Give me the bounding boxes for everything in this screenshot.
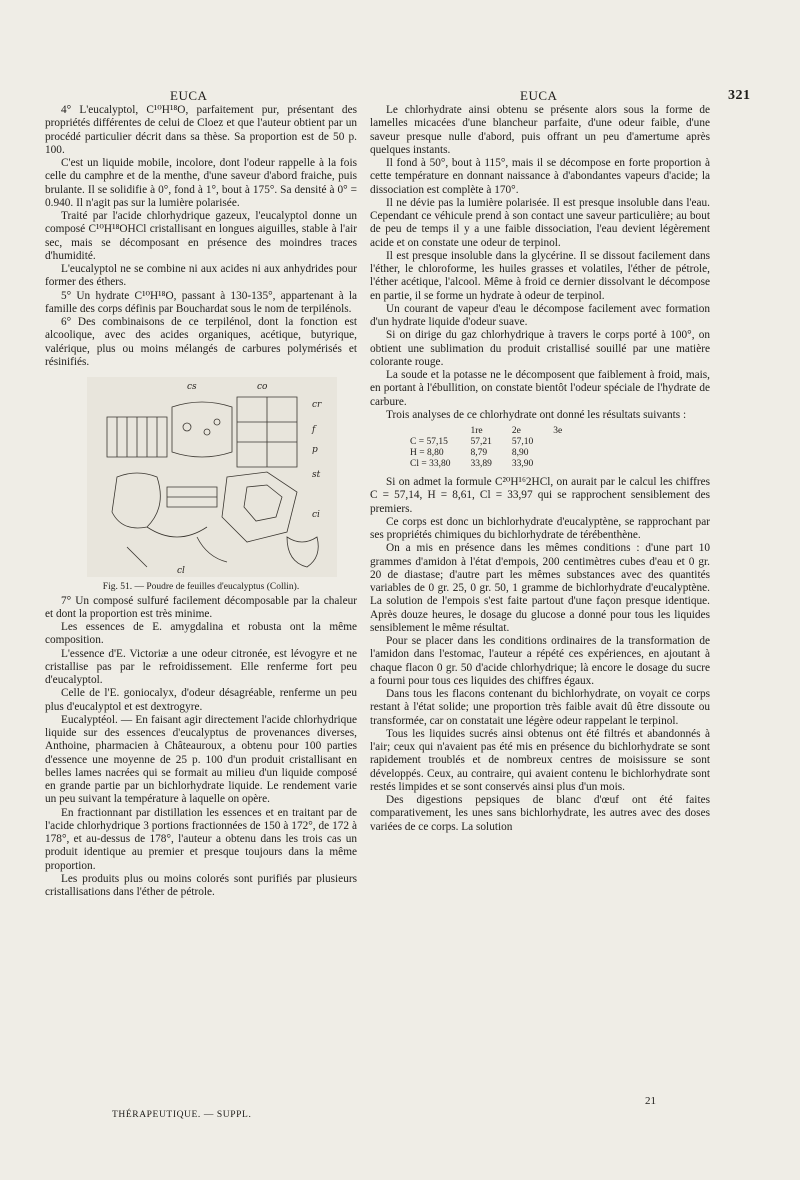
paragraph: Il est presque insoluble dans la glycérine. Il se dissout facilement dans l'éther, le chloroforme, les huiles grasses et volatiles, l'éther de pétrole, l'éther acétique, l'alcool. Même à froid ce dernier dissolvant le décompose en partie, il se forme un hydrate à odeur de terpinol. — [370, 249, 710, 302]
left-column — [45, 104, 357, 899]
right-column — [370, 104, 710, 834]
analyses-header-cell: 3e — [553, 426, 563, 436]
analyses-cell: Cl = 33,80 — [410, 459, 451, 469]
figure-label: ci — [312, 510, 320, 520]
analyses-cell: 8,90 — [511, 448, 529, 458]
paragraph: Des digestions pepsiques de blanc d'œuf ont été faites comparativement, les unes sans bichlorhydrate, les autres avec des doses variées de ce corps. La solution — [370, 794, 710, 833]
figure-label: cr — [312, 400, 322, 410]
paragraph: L'essence d'E. Victoriæ a une odeur citronée, est lévogyre et ne cristallise pas par le refroidissement. Elle renferme fort peu d'eucalyptol. — [45, 647, 357, 686]
running-head-center: EUCA — [520, 88, 558, 103]
paragraph: Si on dirige du gaz chlorhydrique à travers le corps porté à 100°, on obtient une sublimation du produit cristallisé souillé par une matière colorante rouge. — [370, 329, 710, 368]
paragraph: Les essences de E. amygdalina et robusta ont la même composition. — [45, 621, 357, 647]
analyses-header-row — [410, 426, 582, 437]
paragraph: Trois analyses de ce chlorhydrate ont donné les résultats suivants : — [386, 408, 687, 421]
figure-label: cl — [177, 566, 185, 576]
analyses-cell: 33,89 — [470, 459, 492, 469]
paragraph: L'eucalyptol ne se combine ni aux acides ni aux anhydrides pour former des éthers. — [45, 263, 357, 289]
paragraph: Le chlorhydrate ainsi obtenu se présente alors sous la forme de lamelles micacées d'une blancheur parfaite, d'une odeur faible, d'une saveur presque nulle d'abord, puis offrant un peu d'amertume après quelques instants. — [370, 104, 710, 156]
paragraph: Un courant de vapeur d'eau le décompose facilement avec formation d'un hydrate liquide d'odeur suave. — [370, 302, 710, 328]
analyses-header-cell: 1re — [470, 426, 483, 436]
paragraph: 6° Des combinaisons de ce terpilénol, dont la fonction est alcoolique, avec des acides organiques, acétique, butyrique, valérique, plus ou moins mélangés de carbures polymérisés et résinifiés. — [45, 316, 357, 368]
analyses-body — [410, 437, 582, 470]
right-paragraphs — [370, 104, 710, 422]
paragraph: Pour se placer dans les conditions ordinaires de la transformation de l'amidon dans l'estomac, l'auteur a répété ces expériences, en ajoutant à chaque flacon 0 gr. 50 d'acide chlorhydrique; là encore le dosage du sucre a fourni pour tous ces liquides des chiffres égaux. — [370, 635, 710, 687]
figure-caption: Fig. 51. — Poudre de feuilles d'eucalyptus (Collin). — [102, 582, 300, 593]
left-paragraphs-after — [45, 595, 357, 900]
figure-label: f — [312, 425, 316, 435]
figure-label: p — [312, 445, 318, 455]
paragraph: En fractionnant par distillation les essences et en traitant par de l'acide chlorhydrique 3 portions fractionnées de 150 à 172°, de 172 à 178°, et au-dessus de 178°, l'auteur a obtenu dans les trois cas un produit identique au premier et presque toujours dans la même proportion. — [45, 806, 357, 872]
paragraph: On a mis en présence dans les mêmes conditions : d'une part 10 grammes d'amidon à l'état d'empois, 200 centimètres cubes d'eau et 0 gr. 20 de diastase; d'autre part les mêmes substances avec des quantités variables de 0 gr. 25, 0 gr. 50, 1 gramme de bichlorhydrate d'eucalyptène. La solution de l'empois s'est faite partout d'une façon presque identique. Après douze heures, le dosage du glucose a donné pour tous les liquides sensiblement le même résultat. — [370, 542, 710, 634]
paragraph: Eucalyptéol. — En faisant agir directement l'acide chlorhydrique liquide sur des essences d'eucalyptus de provenances diverses, Anthoine, pharmacien à Châteauroux, a obtenu pour 100 parties d'essence une moyenne de 25 p. 100 d'un produit cristallisant en belles lames nacrées qui se formait au milieu d'un liquide composé en grande partie par un bichlorhydrate liquide. Le rendement varie un peu suivant la température à laquelle on opère. — [45, 713, 357, 806]
paragraph: Traité par l'acide chlorhydrique gazeux, l'eucalyptol donne un composé C¹⁰H¹⁸OHCl cristallisant en longues aiguilles, stable à l'air sec, mais se décomposant en présence des moindres traces d'humidité. — [45, 210, 357, 262]
analyses-header-cell — [410, 426, 470, 437]
paragraph: Ce corps est donc un bichlorhydrate d'eucalyptène, se rapprochant par ses propriétés chimiques du bichlorhydrate de térébenthène. — [370, 515, 710, 541]
figure-leaf-powder — [87, 377, 337, 577]
paragraph: 4° L'eucalyptol, C¹⁰H¹⁸O, parfaitement pur, présentant des propriétés différentes de celui de Cloez et que l'auteur obtient par un procédé particulier décrit dans sa thèse. Sa proportion est de 50 p. 100. — [45, 104, 357, 156]
paragraph: Il fond à 50°, bout à 115°, mais il se décompose en forte proportion à cette température en donnant naissance à d'abondantes vapeurs d'acide; la dissociation est complète à 170°. — [370, 157, 710, 196]
analyses-cell: 8,79 — [470, 448, 488, 458]
paragraph: Dans tous les flacons contenant du bichlorhydrate, on voyait ce corps restant à l'état solide; une proportion très faible avait dû être dissoute ou transformée, car on constatait une légère odeur rappelant le terpinol. — [370, 688, 710, 727]
analyses-row — [410, 459, 582, 470]
analyses-cell: H = 8,80 — [410, 448, 444, 458]
left-paragraphs — [45, 104, 357, 369]
page-number: 321 — [728, 88, 751, 103]
analyses-cell: C = 57,15 — [410, 437, 448, 447]
running-head-left: EUCA — [170, 88, 208, 103]
figure-label: co — [257, 382, 268, 392]
analyses-row — [410, 448, 582, 459]
analyses-table — [410, 426, 582, 470]
paragraph: La soude et la potasse ne le décomposent que faiblement à froid, mais, en portant à l'ébullition, on constate bientôt l'odeur spéciale de l'hydrate de carbure. — [370, 369, 710, 408]
analyses-cell: 57,21 — [470, 437, 492, 447]
paragraph: Il ne dévie pas la lumière polarisée. Il est presque insoluble dans l'eau. Cependant ce véhicule prend à son contact une saveur particulière; au bout de peu de temps il y a une faible dissociation, l'eau devient légèrement acide et on constate une odeur de terpinol. — [370, 196, 710, 249]
paragraph: 7° Un composé sulfuré facilement décomposable par la chaleur et dont la proportion est très minime. — [45, 594, 357, 620]
figure-label: cs — [187, 382, 197, 392]
paragraph: Si on admet la formule C²⁰H¹⁶2HCl, on aurait par le calcul les chiffres C = 57,14, H = 8,61, Cl = 33,97 qui se rapprochent sensiblement des premiers. — [370, 476, 710, 515]
analyses-cell: 57,10 — [511, 437, 534, 447]
footer-left: THÉRAPEUTIQUE. — SUPPL. — [112, 1110, 252, 1120]
paragraph: Tous les liquides sucrés ainsi obtenus ont été filtrés et abandonnés à l'air; ceux qui n'avaient pas été mis en présence du bichlorhydrate se sont rapidement troublés et de nombreux centres de moisissure se sont développés. Ceux, au contraire, qui avaient contenu le bichlorhydrate sont restés limpides et se sont conservés ainsi plus d'un mois. — [370, 727, 710, 793]
analyses-cell: 33,90 — [511, 459, 534, 469]
paragraph: C'est un liquide mobile, incolore, dont l'odeur rappelle à la fois celle du camphre et de la menthe, d'une saveur d'abord fraiche, puis brulante. Il se solidifie à 0°, fond à 1°, bout à 175°. Sa densité à 0° = 0.940. Il n'agit pas sur la lumière polarisée. — [45, 157, 357, 209]
footer-signature: 21 — [645, 1095, 656, 1107]
analyses-row — [410, 437, 582, 448]
paragraph: Celle de l'E. goniocalyx, d'odeur désagréable, renferme un peu plus d'eucalyptol et est dextrogyre. — [45, 687, 357, 713]
figure-label: st — [312, 470, 321, 480]
paragraph: Les produits plus ou moins colorés sont purifiés par plusieurs cristallisations dans l'éther de pétrole. — [45, 872, 357, 898]
paragraph: 5° Un hydrate C¹⁰H¹⁸O, passant à 130-135°, appartenant à la famille des corps définis par Bouchardat sous le nom de terpilénols. — [45, 289, 357, 315]
analyses-header-cell: 2e — [511, 426, 521, 436]
right-paragraphs-after — [370, 476, 710, 834]
